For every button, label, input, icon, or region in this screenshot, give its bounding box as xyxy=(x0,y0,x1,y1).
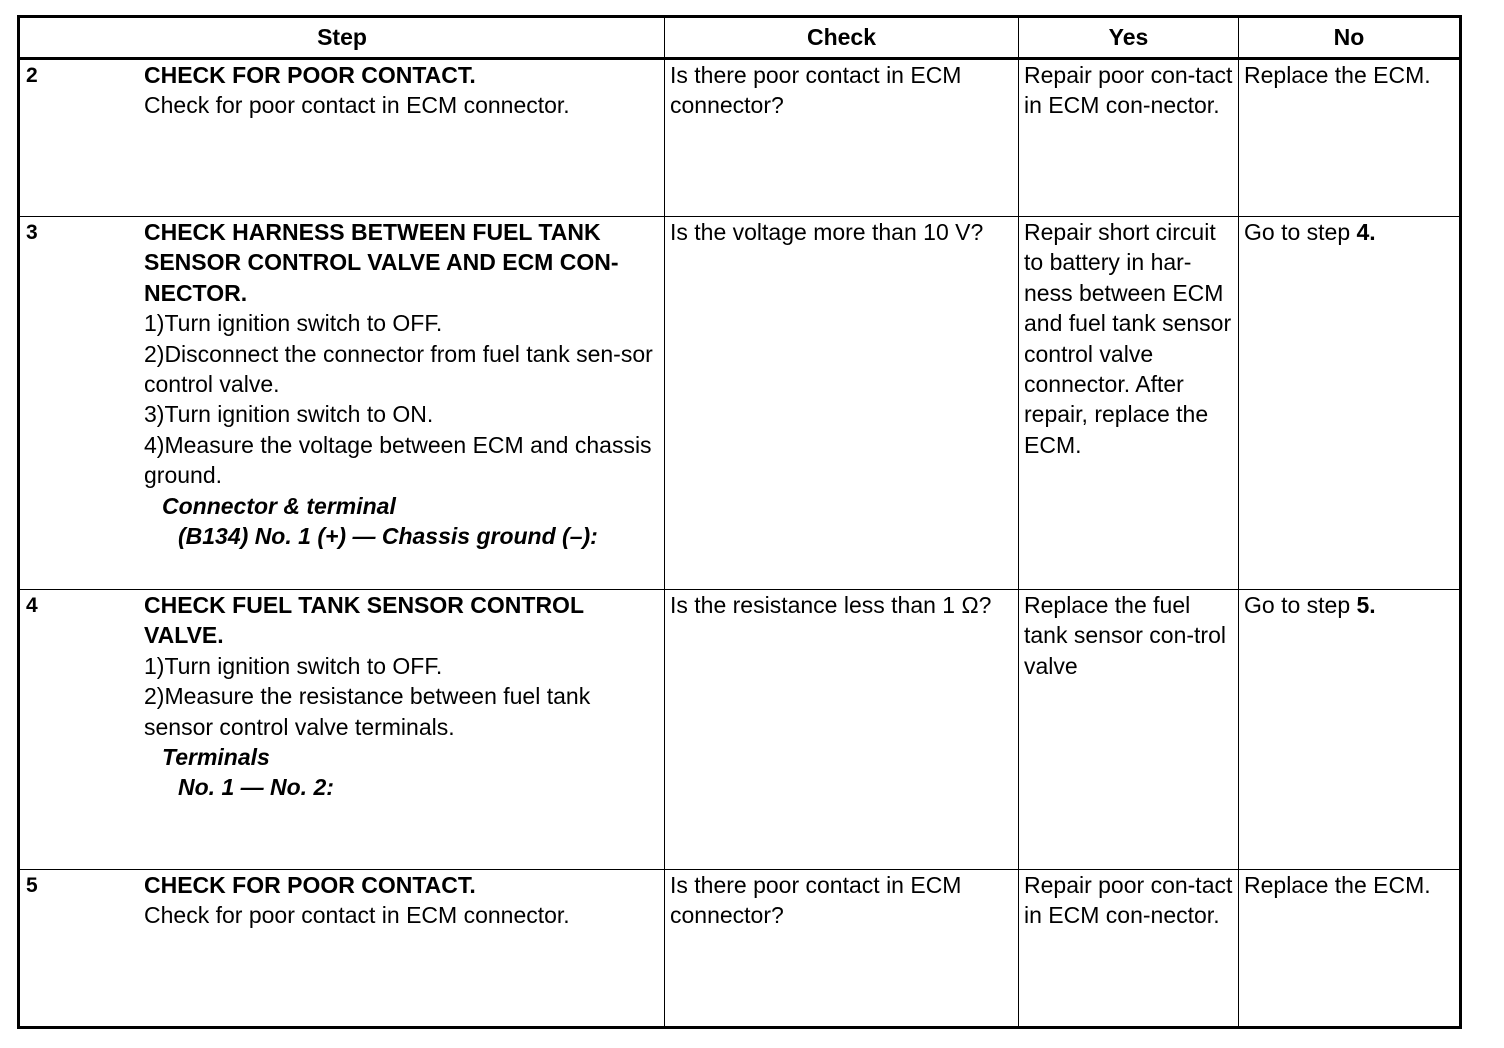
step-text xyxy=(144,590,664,803)
step-instruction: 2)Measure the resistance between fuel tank sensor control valve terminals. xyxy=(144,683,591,740)
step-cell xyxy=(19,590,665,870)
table-header-row xyxy=(19,17,1461,59)
spec-label: Terminals xyxy=(162,744,270,771)
table-row xyxy=(19,217,1461,590)
spec-label: Connector & terminal xyxy=(162,492,396,519)
header-yes: Yes xyxy=(1019,17,1239,59)
yes-cell: Replace the fuel tank sensor con-trol valve xyxy=(1019,590,1239,870)
step-number: 2 xyxy=(26,64,38,87)
step-instruction: 4)Measure the voltage between ECM and chassis ground. xyxy=(144,431,652,489)
step-title: CHECK FUEL TANK SENSOR CONTROL VALVE. xyxy=(144,592,584,649)
step-text xyxy=(144,870,664,931)
step-cell xyxy=(19,217,665,590)
step-instruction: 3)Turn ignition switch to ON. xyxy=(144,401,434,428)
header-check: Check xyxy=(665,17,1019,59)
yes-cell: Repair poor con-tact in ECM con-nector. xyxy=(1019,870,1239,1028)
no-step-ref: 4. xyxy=(1356,219,1376,245)
yes-cell: Repair short circuit to battery in har-ness between ECM and fuel tank sensor control valve connector. After repair, replace the ECM. xyxy=(1019,217,1239,590)
no-go-to-text: Go to step xyxy=(1244,592,1357,618)
check-cell: Is the resistance less than 1 Ω? xyxy=(665,590,1019,870)
step-instruction: Check for poor contact in ECM connector. xyxy=(144,902,570,929)
no-cell xyxy=(1239,590,1461,870)
step-title: CHECK FOR POOR CONTACT. xyxy=(144,62,476,88)
step-instruction: Check for poor contact in ECM connector. xyxy=(144,92,570,119)
no-step-ref: 5. xyxy=(1356,592,1376,618)
step-instruction: 1)Turn ignition switch to OFF. xyxy=(144,652,443,679)
step-instruction: 1)Turn ignition switch to OFF. xyxy=(144,310,443,337)
no-cell: Replace the ECM. xyxy=(1239,870,1461,1028)
check-cell: Is there poor contact in ECM connector? xyxy=(665,59,1019,217)
step-cell xyxy=(19,870,665,1028)
check-cell: Is there poor contact in ECM connector? xyxy=(665,870,1019,1028)
step-number: 3 xyxy=(26,221,38,244)
no-go-to-text: Go to step xyxy=(1244,219,1357,245)
step-number: 5 xyxy=(26,874,38,897)
header-no: No xyxy=(1239,17,1461,59)
step-title: CHECK FOR POOR CONTACT. xyxy=(144,872,476,898)
no-cell xyxy=(1239,217,1461,590)
step-instruction: 2)Disconnect the connector from fuel tank sen-sor control valve. xyxy=(144,340,653,398)
header-step: Step xyxy=(19,17,665,59)
table-row xyxy=(19,590,1461,870)
step-number: 4 xyxy=(26,594,38,617)
table-row xyxy=(19,59,1461,217)
step-cell xyxy=(19,59,665,217)
diagnostic-procedure-table xyxy=(17,15,1462,1029)
step-text xyxy=(144,60,664,121)
yes-cell: Repair poor con-tact in ECM con-nector. xyxy=(1019,59,1239,217)
step-text xyxy=(144,217,664,551)
step-title: CHECK HARNESS BETWEEN FUEL TANK SENSOR CONTROL VALVE AND ECM CON-NECTOR. xyxy=(144,219,619,306)
check-cell: Is the voltage more than 10 V? xyxy=(665,217,1019,590)
spec-value: (B134) No. 1 (+) — Chassis ground (–): xyxy=(178,523,598,550)
spec-value: No. 1 — No. 2: xyxy=(178,774,334,801)
table-row xyxy=(19,870,1461,1028)
no-cell: Replace the ECM. xyxy=(1239,59,1461,217)
